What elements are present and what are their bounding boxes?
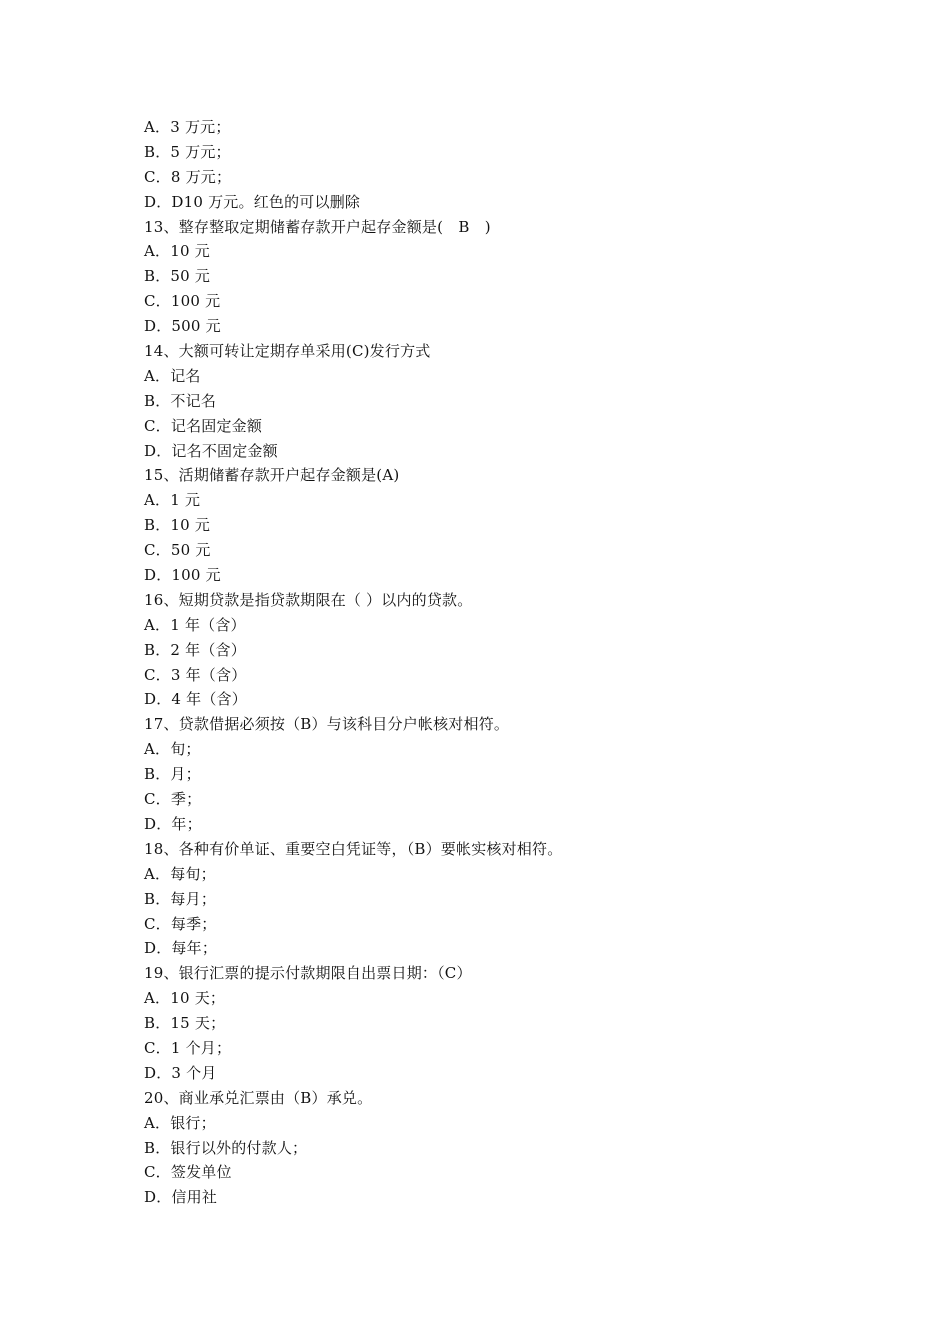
option-line: A．旬； [144, 740, 201, 759]
option-line: D．信用社 [144, 1188, 218, 1207]
option-line: D．每年； [144, 939, 218, 958]
question-line: 16、短期贷款是指贷款期限在（ ）以内的贷款。 [144, 590, 473, 609]
option-line: D．记名不固定金额 [144, 441, 278, 460]
option-line: B．每月； [144, 889, 217, 908]
option-line: D．3 个月 [144, 1063, 217, 1082]
option-line: B．10 元 [144, 516, 211, 535]
question-line: 19、银行汇票的提示付款期限自出票日期：（C） [144, 964, 472, 983]
option-line: C．100 元 [144, 292, 221, 311]
option-line: B．50 元 [144, 267, 211, 286]
option-line: C．3 年（含） [144, 665, 247, 684]
option-line: B．2 年（含） [144, 640, 246, 659]
option-line: C．每季； [144, 914, 217, 933]
option-line: A．10 元 [144, 242, 210, 261]
option-line: C．签发单位 [144, 1163, 232, 1182]
option-line: D．100 元 [144, 566, 221, 585]
option-line: B．月； [144, 765, 201, 784]
option-line: A．每旬； [144, 864, 216, 883]
option-line: A．10 天； [144, 989, 226, 1008]
option-line: A．1 年（含） [144, 615, 246, 634]
option-line: D．4 年（含） [144, 690, 247, 709]
option-line: A．银行； [144, 1113, 216, 1132]
question-line: 15、活期储蓄存款开户起存金额是(A) [144, 466, 400, 485]
option-line: C．1 个月； [144, 1038, 232, 1057]
document-body [144, 115, 864, 1210]
option-line: B．不记名 [144, 391, 217, 410]
option-line: B．15 天； [144, 1014, 226, 1033]
option-line: C．8 万元； [144, 167, 232, 186]
option-line: A．1 元 [144, 491, 201, 510]
option-line: D．D10 万元。红色的可以删除 [144, 192, 361, 211]
option-line: D．年； [144, 814, 202, 833]
option-line: A．记名 [144, 366, 201, 385]
option-line: C．季； [144, 790, 202, 809]
option-line: B．5 万元； [144, 142, 231, 161]
option-line: C．50 元 [144, 541, 211, 560]
question-line: 14、大额可转让定期存单采用(C)发行方式 [144, 342, 431, 361]
question-line: 18、各种有价单证、重要空白凭证等，（B）要帐实核对相符。 [144, 839, 563, 858]
option-line: C．记名固定金额 [144, 416, 263, 435]
option-line: A．3 万元； [144, 118, 231, 136]
question-line: 20、商业承兑汇票由（B）承兑。 [144, 1088, 373, 1107]
question-line: 13、整存整取定期储蓄存款开户起存金额是( B ) [144, 217, 491, 236]
option-line: B．银行以外的付款人； [144, 1138, 308, 1157]
question-line: 17、贷款借据必须按（B）与该科目分户帐核对相符。 [144, 715, 510, 734]
option-line: D．500 元 [144, 317, 221, 336]
